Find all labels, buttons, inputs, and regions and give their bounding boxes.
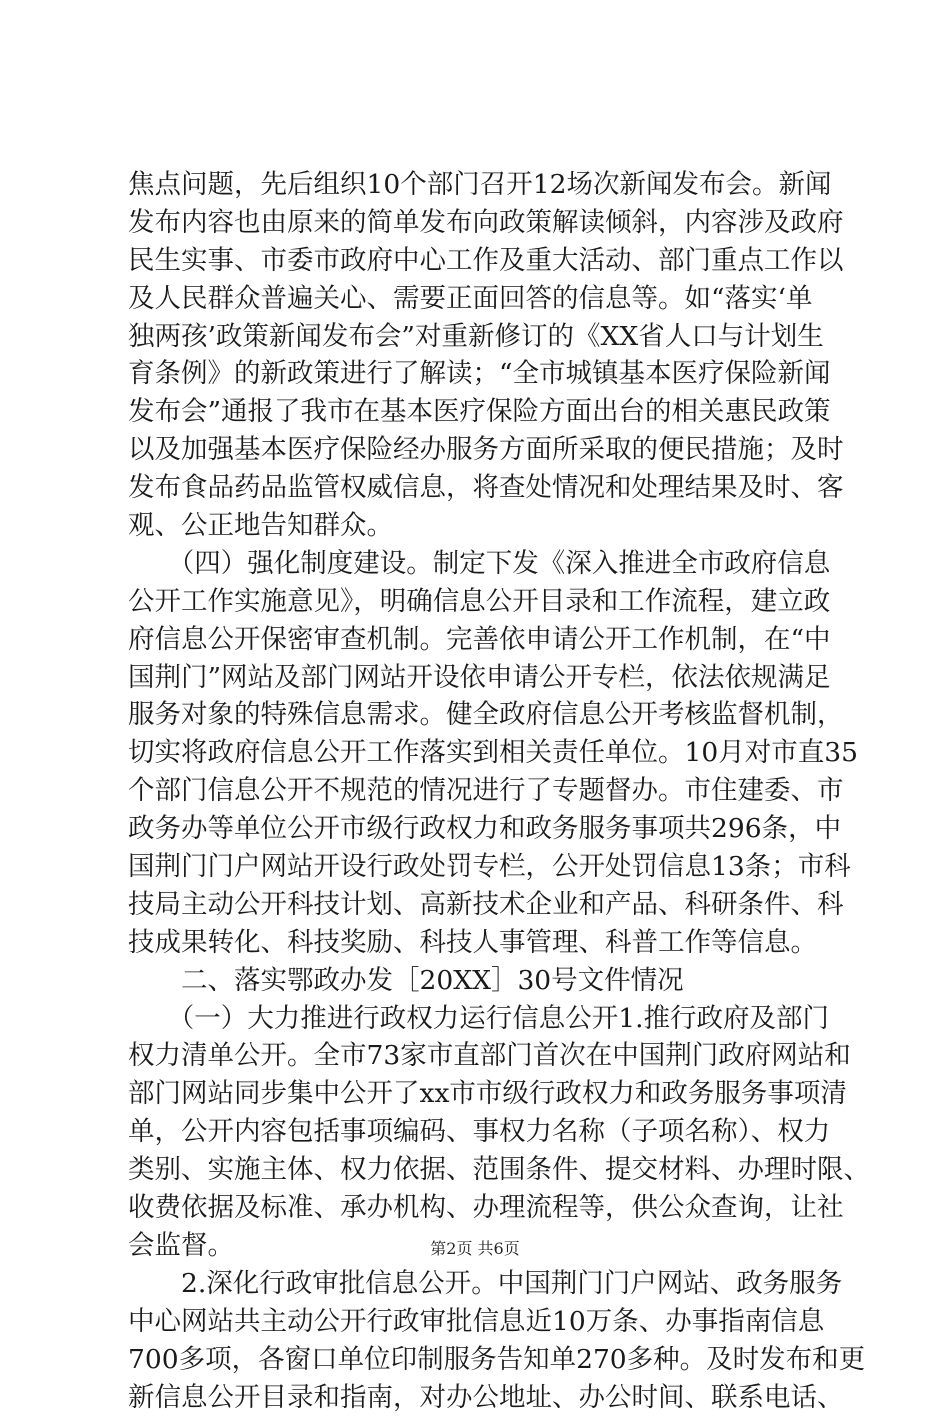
text-line: 独两孩’政策新闻发布会”对重新修订的《XX省人口与计划生 [128,318,888,356]
text-line: 部门网站同步集中公开了xx市市级行政权力和政务服务事项清 [128,1075,888,1113]
document-body [128,166,888,1416]
text-line: （一）大力推进行政权力运行信息公开1.推行政府及部门 [128,1000,888,1038]
text-line: 会监督。 [128,1227,888,1265]
text-line: 单，公开内容包括事项编码、事权力名称（子项名称）、权力 [128,1113,888,1151]
text-line: 国荆门”网站及部门网站开设依申请公开专栏，依法依规满足 [128,659,888,697]
text-line: 发布食品药品监管权威信息，将查处情况和处理结果及时、客 [128,469,888,507]
text-line: 育条例》的新政策进行了解读；“全市城镇基本医疗保险新闻 [128,355,888,393]
text-line: 中心网站共主动公开行政审批信息近10万条、办事指南信息 [128,1303,888,1341]
text-line: 民生实事、市委市政府中心工作及重大活动、部门重点工作以 [128,242,888,280]
text-line: 700多项，各窗口单位印制服务告知单270多种。及时发布和更 [128,1341,888,1379]
text-line: 个部门信息公开不规范的情况进行了专题督办。市住建委、市 [128,772,888,810]
page-footer: 第2页 共6页 [0,1236,950,1259]
text-line: 技成果转化、科技奖励、科技人事管理、科普工作等信息。 [128,924,888,962]
text-line: 新信息公开目录和指南，对办公地址、办公时间、联系电话、 [128,1379,888,1416]
text-line: （四）强化制度建设。制定下发《深入推进全市政府信息 [128,545,888,583]
text-line: 以及加强基本医疗保险经办服务方面所采取的便民措施；及时 [128,431,888,469]
text-line: 切实将政府信息公开工作落实到相关责任单位。10月对市直35 [128,734,888,772]
text-line: 府信息公开保密审查机制。完善依申请公开工作机制，在“中 [128,621,888,659]
text-line: 2.深化行政审批信息公开。中国荆门门户网站、政务服务 [128,1265,888,1303]
text-line: 焦点问题，先后组织10个部门召开12场次新闻发布会。新闻 [128,166,888,204]
text-line: 公开工作实施意见》，明确信息公开目录和工作流程，建立政 [128,583,888,621]
text-line: 权力清单公开。全市73家市直部门首次在中国荆门政府网站和 [128,1037,888,1075]
text-line: 收费依据及标准、承办机构、办理流程等，供公众查询，让社 [128,1189,888,1227]
text-line: 技局主动公开科技计划、高新技术企业和产品、科研条件、科 [128,886,888,924]
text-line: 二、落实鄂政办发［20XX］30号文件情况 [128,962,888,1000]
text-line: 发布内容也由原来的简单发布向政策解读倾斜，内容涉及政府 [128,204,888,242]
text-line: 服务对象的特殊信息需求。健全政府信息公开考核监督机制， [128,696,888,734]
text-line: 发布会”通报了我市在基本医疗保险方面出台的相关惠民政策 [128,393,888,431]
text-line: 国荆门门户网站开设行政处罚专栏，公开处罚信息13条；市科 [128,848,888,886]
text-line: 类别、实施主体、权力依据、范围条件、提交材料、办理时限、 [128,1151,888,1189]
text-line: 观、公正地告知群众。 [128,507,888,545]
text-line: 政务办等单位公开市级行政权力和政务服务事项共296条，中 [128,810,888,848]
text-line: 及人民群众普遍关心、需要正面回答的信息等。如“落实‘单 [128,280,888,318]
